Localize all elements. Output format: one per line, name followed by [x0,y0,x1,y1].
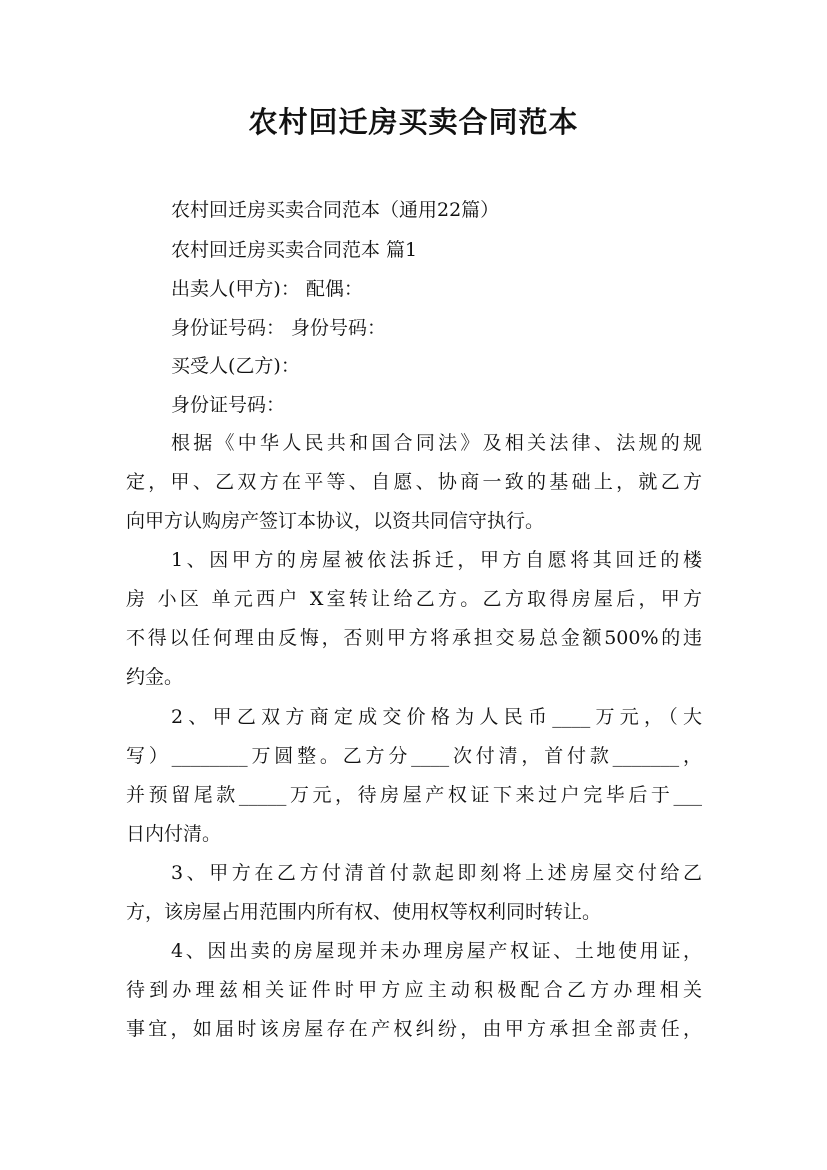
paragraph-line: 向甲方认购房产签订本协议，以资共同信守执行。 [126,510,545,532]
seller-id-line: 身份证号码： 身份号码： [171,317,387,339]
paragraph-line: 定，甲、乙双方在平等、自愿、协商一致的基础上，就乙方 [126,471,702,493]
buyer-line: 买受人(乙方)： [171,355,300,377]
clause-4-line: 待到办理兹相关证件时甲方应主动积极配合乙方办理相关 [126,979,702,1001]
clause-1-line: 房 小区 单元西户 X室转让给乙方。乙方取得房屋后，甲方 [126,588,702,610]
buyer-id-line: 身份证号码： [171,394,286,416]
clause-4-line: 事宜，如届时该房屋存在产权纠纷，由甲方承担全部责任， [126,1018,702,1040]
section-heading: 农村回迁房买卖合同范本 篇1 [171,239,418,261]
clause-1-line: 约金。 [126,666,184,688]
clause-3-line: 方，该房屋占用范围内所有权、使用权等权利同时转让。 [126,901,602,923]
clause-2-line: 并预留尾款_____万元，待房屋产权证下来过户完毕后于___ [126,784,702,806]
clause-2-line: 写）________万圆整。乙方分____次付清，首付款_______， [126,745,702,767]
seller-line: 出卖人(甲方)： 配偶： [171,278,363,300]
paragraph-line: 根据《中华人民共和国合同法》及相关法律、法规的规 [171,432,702,454]
clause-1-line: 不得以任何理由反悔，否则甲方将承担交易总金额500%的违 [126,627,702,649]
clause-2-line: 日内付清。 [126,823,222,845]
subtitle-line: 农村回迁房买卖合同范本（通用22篇） [171,199,500,221]
document-title: 农村回迁房买卖合同范本 [248,105,579,139]
clause-3-line: 3、甲方在乙方付清首付款起即刻将上述房屋交付给乙 [171,862,702,884]
clause-2-line: 2、甲乙双方商定成交价格为人民币____万元，（大 [171,706,702,728]
clause-4-line: 4、因出卖的房屋现并未办理房屋产权证、土地使用证， [171,940,702,962]
clause-1-line: 1、因甲方的房屋被依法拆迁，甲方自愿将其回迁的楼 [171,549,702,571]
